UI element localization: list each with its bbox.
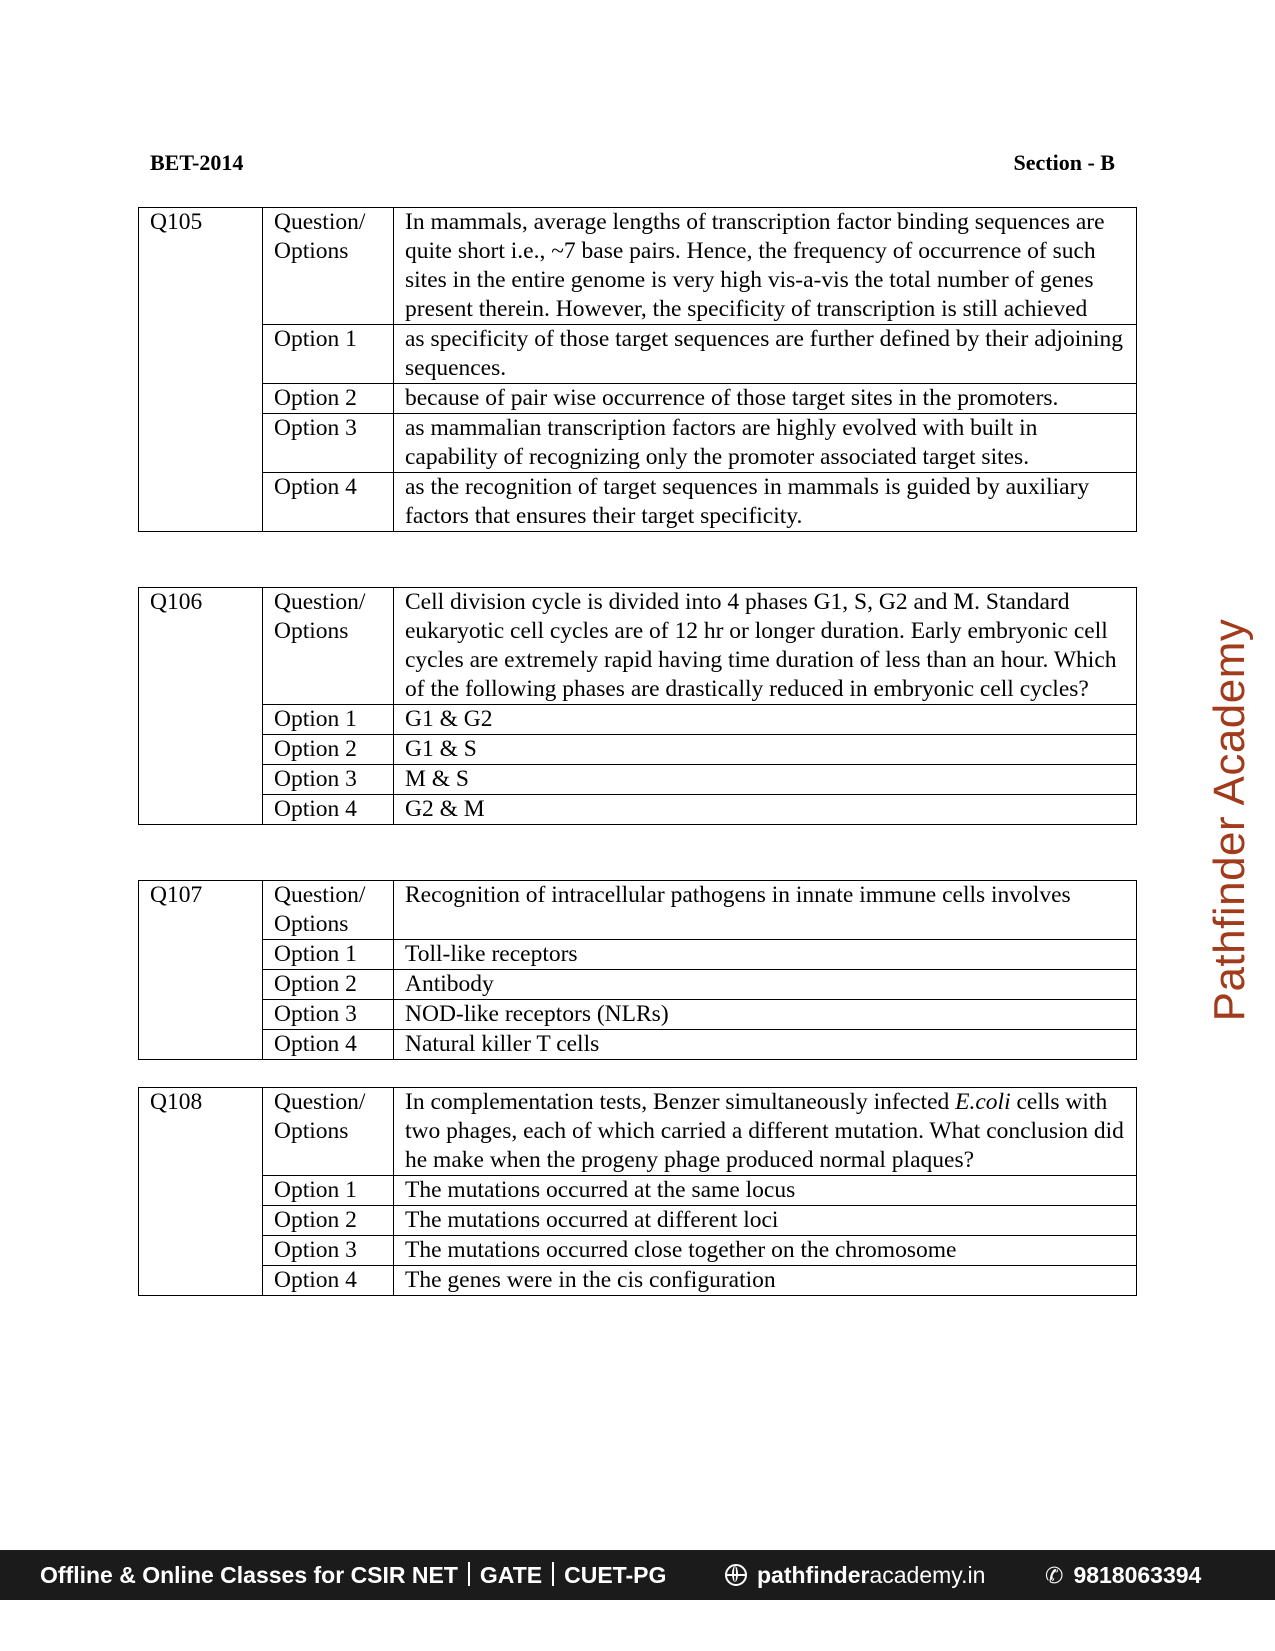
option-row — [139, 1266, 1137, 1296]
option-label: Option 1 — [263, 940, 394, 970]
option-label: Option 2 — [263, 1206, 394, 1236]
question-number: Q108 — [139, 1088, 263, 1296]
question-text: Recognition of intracellular pathogens in innate immune cells involves — [394, 881, 1137, 940]
footer-website[interactable] — [725, 1562, 985, 1589]
option-label: Option 3 — [263, 1236, 394, 1266]
question-label: Question/ Options — [263, 1088, 394, 1176]
option-label: Option 4 — [263, 1266, 394, 1296]
question-table-q106 — [138, 587, 1137, 825]
option-text: as mammalian transcription factors are highly evolved with built in capability of recognizing only the promoter associated target sites. — [394, 414, 1137, 473]
option-row — [139, 765, 1137, 795]
option-row — [139, 1236, 1137, 1266]
phone-icon: ✆ — [1045, 1563, 1064, 1588]
option-label: Option 4 — [263, 473, 394, 532]
option-text: G1 & S — [394, 735, 1137, 765]
option-label: Option 2 — [263, 384, 394, 414]
section-title: Section - B — [1013, 150, 1115, 175]
option-row — [139, 795, 1137, 825]
footer-gate: GATE — [479, 1562, 543, 1588]
divider — [468, 1562, 470, 1586]
option-text: The genes were in the cis configuration — [394, 1266, 1137, 1296]
option-label: Option 1 — [263, 705, 394, 735]
option-row — [139, 1000, 1137, 1030]
question-number: Q107 — [139, 881, 263, 1060]
phone-number: 9818063394 — [1073, 1562, 1202, 1588]
option-label: Option 4 — [263, 1030, 394, 1060]
option-text: G1 & G2 — [394, 705, 1137, 735]
option-label: Option 3 — [263, 765, 394, 795]
option-label: Option 2 — [263, 735, 394, 765]
option-text: NOD-like receptors (NLRs) — [394, 1000, 1137, 1030]
option-row — [139, 940, 1137, 970]
option-text: as specificity of those target sequences are further defined by their adjoining sequences. — [394, 325, 1137, 384]
option-label: Option 4 — [263, 795, 394, 825]
option-row — [139, 970, 1137, 1000]
footer-cuet: CUET-PG — [564, 1562, 667, 1588]
option-label: Option 2 — [263, 970, 394, 1000]
option-row — [139, 1206, 1137, 1236]
question-row — [139, 881, 1137, 940]
option-text: Toll-like receptors — [394, 940, 1137, 970]
question-label: Question/ Options — [263, 208, 394, 325]
option-text: The mutations occurred at the same locus — [394, 1176, 1137, 1206]
question-table-q108 — [138, 1087, 1137, 1296]
website-bold: pathfinder — [757, 1562, 870, 1588]
question-text-part: cells with two phages, each of which carried a different mutation. What conclusion did he make when the progeny phage produced normal plaques? — [405, 1089, 1124, 1173]
option-label: Option 1 — [263, 325, 394, 384]
option-text: as the recognition of target sequences in mammals is guided by auxiliary factors that ensures their target specificity. — [394, 473, 1137, 532]
question-table-q105 — [138, 207, 1137, 532]
exam-title: BET-2014 — [150, 150, 244, 175]
question-row — [139, 588, 1137, 705]
footer-classes — [40, 1562, 666, 1589]
option-label: Option 1 — [263, 1176, 394, 1206]
website-rest: academy.in — [869, 1562, 986, 1588]
option-text: G2 & M — [394, 795, 1137, 825]
option-row — [139, 735, 1137, 765]
footer-classes-text: Offline & Online Classes for CSIR NET — [40, 1562, 458, 1588]
divider — [552, 1562, 554, 1586]
option-text: because of pair wise occurrence of those target sites in the promoters. — [394, 384, 1137, 414]
footer-phone[interactable] — [1045, 1562, 1201, 1589]
question-text: Cell division cycle is divided into 4 phases G1, S, G2 and M. Standard eukaryotic cell cycles are of 12 hr or longer duration. Early embryonic cell cycles are extremely rapid having time duration of less than an hour. Which of the following phases are drastically reduced in embryonic cell cycles? — [394, 588, 1137, 705]
option-text: Natural killer T cells — [394, 1030, 1137, 1060]
question-text-part: In complementation tests, Benzer simultaneously infected — [405, 1089, 956, 1115]
option-text: Antibody — [394, 970, 1137, 1000]
question-row — [139, 1088, 1137, 1176]
option-row — [139, 473, 1137, 532]
watermark: Pathfinder Academy — [1205, 618, 1254, 1022]
option-row — [139, 414, 1137, 473]
globe-icon — [725, 1564, 747, 1586]
option-label: Option 3 — [263, 414, 394, 473]
option-row — [139, 1176, 1137, 1206]
question-label: Question/ Options — [263, 881, 394, 940]
footer-banner — [0, 1550, 1275, 1600]
option-row — [139, 705, 1137, 735]
question-number: Q105 — [139, 208, 263, 532]
species-name: E.coli — [955, 1089, 1011, 1115]
option-row — [139, 1030, 1137, 1060]
option-row — [139, 384, 1137, 414]
question-number: Q106 — [139, 588, 263, 825]
option-text: M & S — [394, 765, 1137, 795]
question-row — [139, 208, 1137, 325]
question-table-q107 — [138, 880, 1137, 1060]
option-label: Option 3 — [263, 1000, 394, 1030]
question-label: Question/ Options — [263, 588, 394, 705]
option-row — [139, 325, 1137, 384]
option-text: The mutations occurred close together on the chromosome — [394, 1236, 1137, 1266]
question-text — [394, 1088, 1137, 1176]
option-text: The mutations occurred at different loci — [394, 1206, 1137, 1236]
question-text: In mammals, average lengths of transcription factor binding sequences are quite short i.e., ~7 base pairs. Hence, the frequency of occurrence of such sites in the entire genome is very high vis-a-vis the total number of genes present therein. However, the specificity of transcription is still achieved — [394, 208, 1137, 325]
